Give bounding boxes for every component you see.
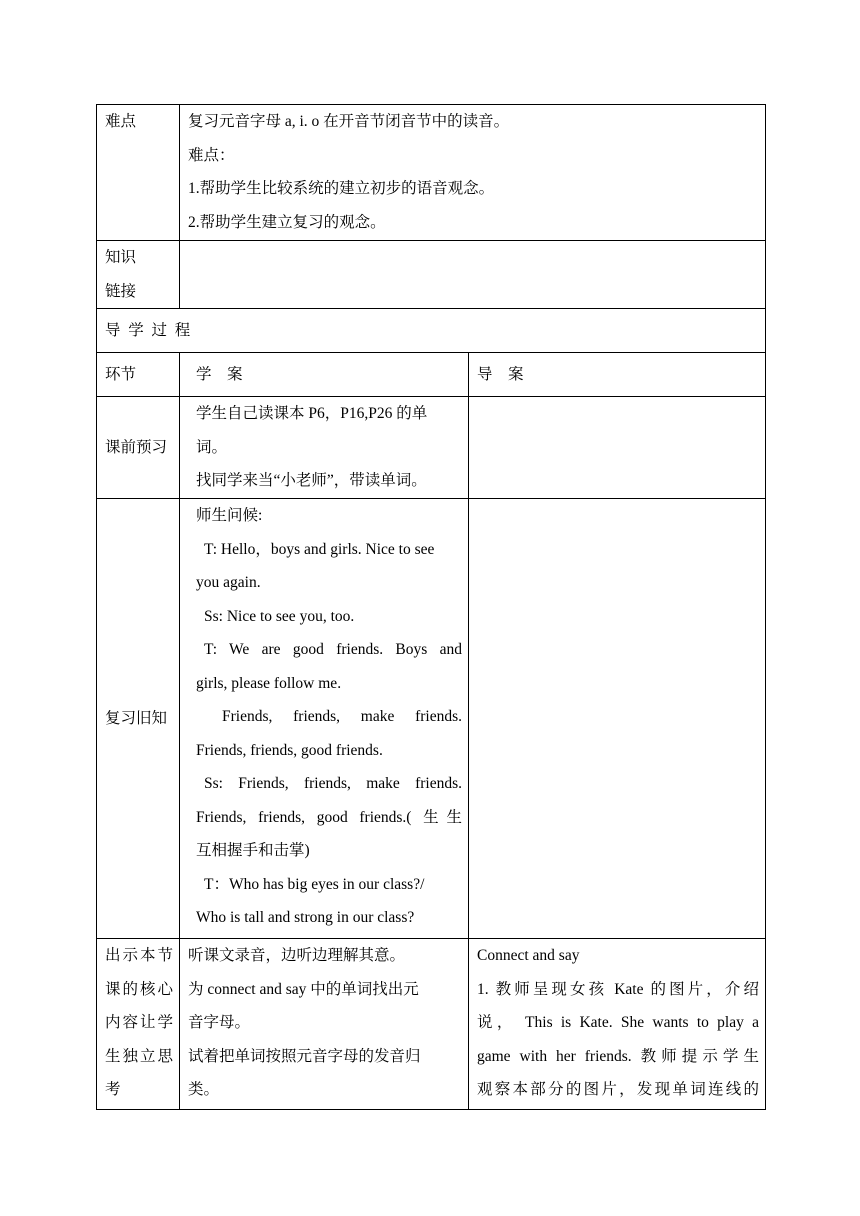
difficulty-line-4: 2.帮助学生建立复习的观念。 bbox=[188, 213, 386, 231]
review-line-12: T：Who has big eyes in our class?/ bbox=[204, 875, 425, 893]
review-line-5: T: We are good friends. Boys and bbox=[204, 641, 462, 658]
core-student-line-5: 类。 bbox=[188, 1081, 220, 1098]
review-line-1: 师生问候: bbox=[196, 507, 263, 524]
row-header bbox=[97, 353, 766, 397]
preview-student-cell bbox=[180, 397, 469, 499]
preview-teacher-cell bbox=[469, 397, 766, 499]
core-label-line-4: 生独立思 bbox=[105, 1047, 173, 1065]
header-student: 学 案 bbox=[196, 365, 243, 383]
preview-line-1: 学生自己读课本 P6，P16,P26 的单 bbox=[196, 405, 428, 422]
header-teacher-cell bbox=[469, 353, 766, 397]
review-line-9: Ss: Friends, friends, make friends. bbox=[204, 775, 462, 792]
review-line-8: Friends, friends, good friends. bbox=[196, 741, 383, 759]
row-preview bbox=[97, 397, 766, 499]
row-core bbox=[97, 939, 766, 1110]
row-guide-title bbox=[97, 309, 766, 353]
core-label-line-3: 内容让学 bbox=[105, 1014, 173, 1031]
review-line-11: 互相握手和击掌) bbox=[196, 842, 310, 859]
review-line-10: Friends, friends, good friends.( 生生 bbox=[196, 808, 462, 826]
core-label-line-1: 出示本节 bbox=[105, 947, 173, 964]
preview-label-cell bbox=[97, 397, 180, 499]
review-line-4: Ss: Nice to see you, too. bbox=[204, 607, 355, 625]
core-student-line-4: 试着把单词按照元音字母的发音归 bbox=[188, 1047, 421, 1065]
review-label: 复习旧知 bbox=[105, 709, 168, 727]
core-teacher-line-1: Connect and say bbox=[477, 947, 580, 964]
core-teacher-line-3: 说， This is Kate. She wants to play a bbox=[477, 1014, 759, 1031]
header-section: 环节 bbox=[105, 365, 137, 383]
core-student-line-3: 音字母。 bbox=[188, 1014, 251, 1031]
preview-label: 课前预习 bbox=[105, 438, 168, 456]
guide-title: 导 学 过 程 bbox=[105, 321, 191, 339]
guide-title-cell bbox=[97, 309, 766, 353]
review-line-6: girls, please follow me. bbox=[196, 674, 342, 692]
difficulty-label-cell bbox=[97, 105, 180, 241]
review-label-cell bbox=[97, 499, 180, 939]
preview-line-2: 词。 bbox=[196, 438, 228, 456]
review-line-7: Friends, friends, make friends. bbox=[222, 708, 462, 725]
knowledge-content-cell bbox=[180, 241, 766, 309]
core-label-line-2: 课的核心 bbox=[105, 980, 173, 998]
difficulty-label: 难点 bbox=[105, 113, 137, 130]
core-teacher-line-4: game with her friends. 教师提示学生 bbox=[477, 1047, 759, 1065]
row-difficulty bbox=[97, 105, 766, 241]
header-section-cell bbox=[97, 353, 180, 397]
review-student-cell bbox=[180, 499, 469, 939]
row-review bbox=[97, 499, 766, 939]
review-line-2: T: Hello，boys and girls. Nice to see bbox=[204, 540, 435, 558]
header-teacher: 导 案 bbox=[477, 365, 524, 383]
review-line-13: Who is tall and strong in our class? bbox=[196, 909, 415, 926]
core-teacher-line-5: 观察本部分的图片，发现单词连线的 bbox=[477, 1081, 759, 1098]
core-student-cell bbox=[180, 939, 469, 1110]
review-teacher-cell bbox=[469, 499, 766, 939]
review-line-3: you again. bbox=[196, 574, 261, 591]
difficulty-content-cell bbox=[180, 105, 766, 241]
core-teacher-line-2: 1. 教师呈现女孩 Kate 的图片，介绍 bbox=[477, 980, 759, 998]
header-student-cell bbox=[180, 353, 469, 397]
lesson-plan-table bbox=[96, 104, 766, 1110]
knowledge-label-cell bbox=[97, 241, 180, 309]
core-label-cell bbox=[97, 939, 180, 1110]
difficulty-line-1: 复习元音字母 a, i. o 在开音节闭音节中的读音。 bbox=[188, 113, 510, 130]
core-student-line-2: 为 connect and say 中的单词找出元 bbox=[188, 980, 419, 998]
core-label-line-5: 考 bbox=[105, 1081, 121, 1098]
row-knowledge-link bbox=[97, 241, 766, 309]
knowledge-label-line-1: 知识 bbox=[105, 249, 137, 266]
knowledge-label-line-2: 链接 bbox=[105, 282, 137, 300]
preview-line-3: 找同学来当“小老师”，带读单词。 bbox=[196, 472, 427, 489]
difficulty-line-3: 1.帮助学生比较系统的建立初步的语音观念。 bbox=[188, 180, 495, 197]
core-teacher-cell bbox=[469, 939, 766, 1110]
difficulty-line-2: 难点： bbox=[188, 146, 235, 164]
core-student-line-1: 听课文录音，边听边理解其意。 bbox=[188, 947, 406, 964]
